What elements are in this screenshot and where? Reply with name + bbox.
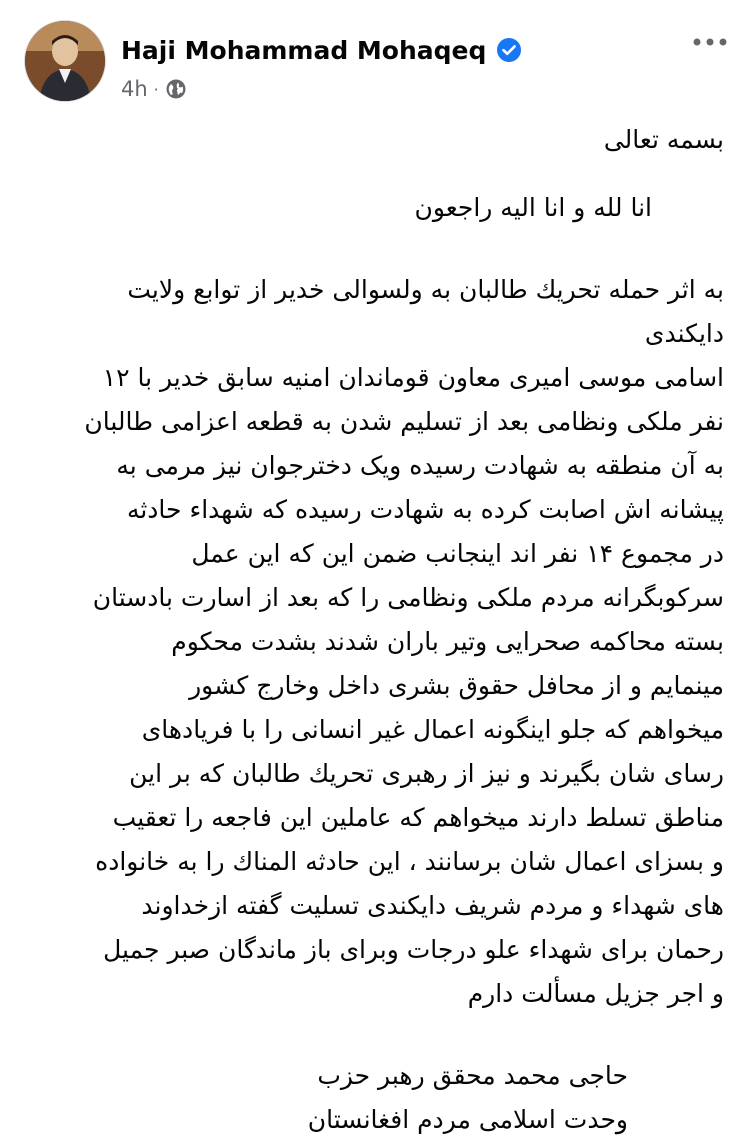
body-line: به آن منطقه به شهادت رسیده ویک دخترجوان نیز مرمی به: [116, 451, 724, 480]
avatar-photo-icon: [25, 21, 105, 101]
body-line: پیشانه اش اصابت کرده به شهادت رسیده که شهداء حادثه: [126, 495, 724, 524]
meta-separator: ·: [153, 79, 159, 99]
body-line: اسامی موسی امیری معاون قوماندان امنیه سابق خدیر با ۱۲: [102, 363, 724, 392]
post-timestamp[interactable]: 4h: [121, 77, 148, 101]
body-line: میخواهم که جلو اینگونه اعمال غیر انسانی را با فریادهای: [141, 715, 724, 744]
more-options-button[interactable]: [690, 28, 730, 56]
paragraph-gap: [24, 230, 724, 254]
body-line: های شهداء و مردم شریف دایکندی تسلیت گفته ازخداوند: [141, 891, 724, 920]
paragraph-gap: [24, 254, 724, 268]
signature-line: حاجی محمد محقق رهبر حزب: [317, 1061, 628, 1090]
body-line: مناطق تسلط دارند میخواهم که عاملین این فاجعه را تعقیب: [112, 803, 724, 832]
signature-line: وحدت اسلامی مردم افغانستان: [307, 1105, 628, 1134]
body-line: مینمایم و از محافل حقوق بشری داخل وخارج کشور: [189, 671, 724, 700]
post-text: [24, 118, 724, 1142]
author-row: [121, 30, 522, 70]
body-line: و بسزای اعمال شان برسانند ، این حادثه المناك را به خانواده: [95, 847, 724, 876]
verified-badge-icon: [496, 37, 522, 63]
body-line: دایکندی: [644, 319, 724, 348]
post-meta: [121, 74, 187, 104]
body-line: رحمان برای شهداء علو درجات وبرای باز ماندگان صبر جمیل: [103, 935, 724, 964]
paragraph-gap: [24, 162, 724, 186]
body-line: بسته محاکمه صحرایی وتیر باران شدند بشدت محکوم: [171, 627, 724, 656]
body-line: و اجر جزیل مسألت دارم: [467, 979, 724, 1008]
author-avatar[interactable]: [24, 20, 106, 102]
author-name[interactable]: Haji Mohammad Mohaqeq: [121, 35, 487, 65]
paragraph-gap: [24, 1040, 724, 1054]
body-line: به اثر حمله تحریك طالبان به ولسوالی خدیر از توابع ولایت: [127, 275, 724, 304]
body-line: در مجموع ۱۴ نفر اند اینجانب ضمن این که این عمل: [191, 539, 724, 568]
body-line: نفر ملکی ونظامی بعد از تسلیم شدن به قطعه اعزامی طالبان: [84, 407, 724, 436]
paragraph-gap: [24, 1016, 724, 1040]
post-header: [0, 0, 748, 110]
more-options-icon: [693, 38, 727, 46]
verse-line: انا لله و انا الیه راجعون: [414, 193, 652, 222]
greeting-line: بسمه تعالی: [603, 125, 724, 154]
body-line: سرکوبگرانه مردم ملکی ونظامی را که بعد از اسارت بادستان: [92, 583, 724, 612]
globe-icon[interactable]: [165, 78, 187, 100]
body-line: رسای شان بگیرند و نیز از رهبری تحریك طالبان که بر این: [129, 759, 724, 788]
